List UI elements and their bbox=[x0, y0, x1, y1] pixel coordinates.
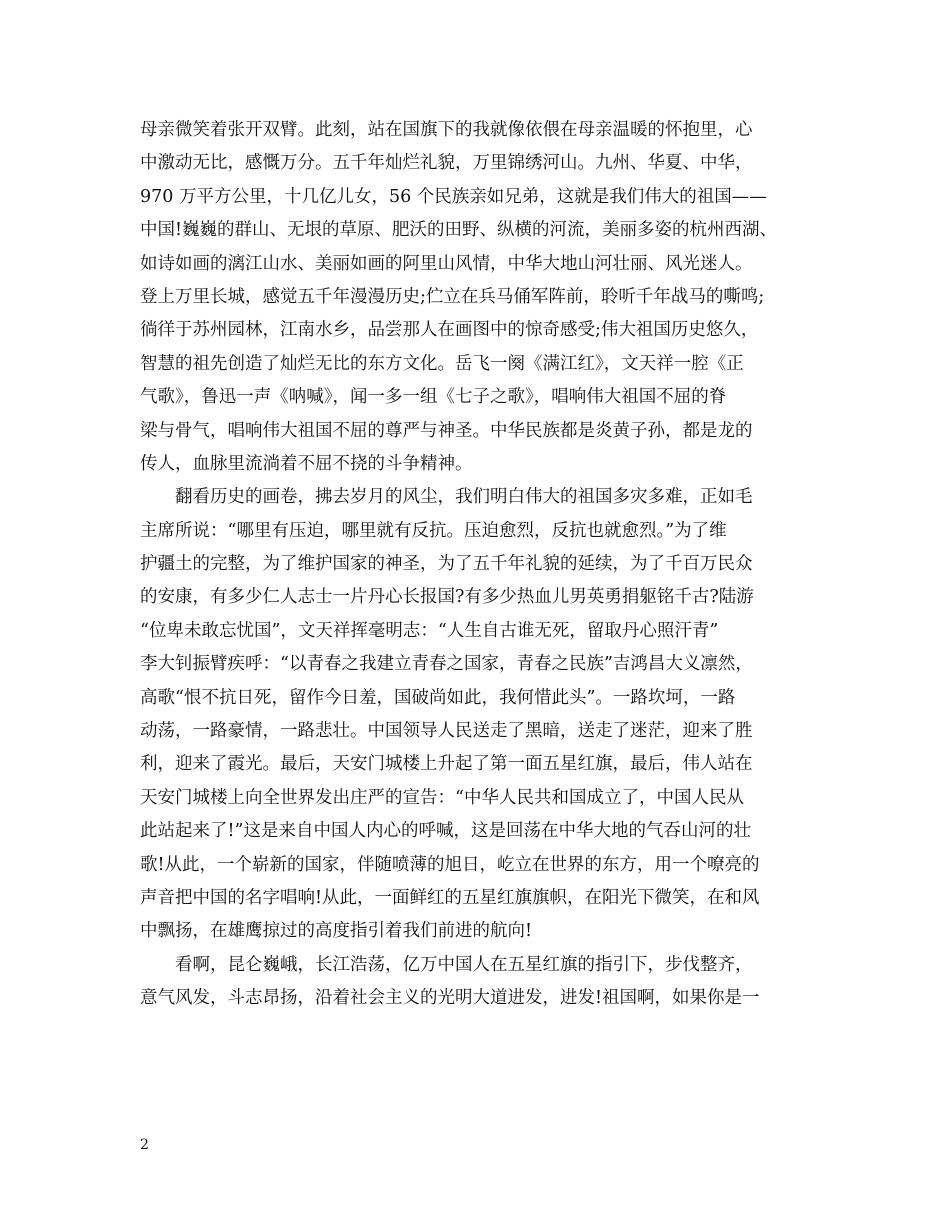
text-line: 此站起来了!”这是来自中国人内心的呼喊，这是回荡在中华大地的气吞山河的壮 bbox=[140, 821, 751, 842]
text-line: 高歌“恨不抗日死，留作今日羞，国破尚如此，我何惜此头”。一路坎坷，一路 bbox=[140, 687, 736, 708]
text-line: 传人，血脉里流淌着不屈不挠的斗争精神。 bbox=[140, 453, 473, 474]
text-line: 护疆土的完整，为了维护国家的神圣，为了五千年礼貌的延续，为了千百万民众 bbox=[140, 554, 753, 575]
text-line: 梁与骨气，唱响伟大祖国不屈的尊严与神圣。中华民族都是炎黄子孙，都是龙的 bbox=[140, 420, 753, 441]
text-line: 利，迎来了霞光。最后，天安门城楼上升起了第一面五星红旗，最后，伟人站在 bbox=[140, 754, 753, 775]
page-number: 2 bbox=[140, 1137, 149, 1153]
text-line: 如诗如画的漓江山水、美丽如画的阿里山风情，中华大地山河壮丽、风光迷人。 bbox=[140, 253, 753, 274]
text-line: 天安门城楼上向全世界发出庄严的宣告：“中华人民共和国成立了，中国人民从 bbox=[140, 787, 744, 808]
text-line: 中激动无比，感慨万分。五千年灿烂礼貌，万里锦绣河山。九州、华夏、中华， bbox=[140, 153, 753, 174]
text-line: 970 万平方公里，十几亿儿女，56 个民族亲如兄弟，这就是我们伟大的祖国—— bbox=[140, 186, 767, 207]
text-line: 的安康，有多少仁人志士一片丹心长报国?有多少热血儿男英勇捐躯铭千古?陆游 bbox=[140, 587, 754, 608]
text-line: 登上万里长城，感觉五千年漫漫历史;伫立在兵马俑军阵前，聆听千年战马的嘶鸣; bbox=[140, 286, 765, 307]
text-line: 主席所说：“哪里有压迫，哪里就有反抗。压迫愈烈，反抗也就愈烈。”为了维 bbox=[140, 520, 727, 541]
text-line: 声音把中国的名字唱响!从此，一面鲜红的五星红旗旗帜，在阳光下微笑，在和风 bbox=[140, 887, 760, 908]
text-line: 中飘扬，在雄鹰掠过的高度指引着我们前进的航向! bbox=[140, 921, 533, 942]
text-line: 母亲微笑着张开双臂。此刻，站在国旗下的我就像依偎在母亲温暖的怀抱里，心 bbox=[140, 120, 753, 140]
text-line: 翻看历史的画卷，拂去岁月的风尘，我们明白伟大的祖国多灾多难，正如毛 bbox=[140, 487, 753, 508]
text-line: 意气风发，斗志昂扬，沿着社会主义的光明大道进发，进发!祖国啊，如果你是一 bbox=[140, 988, 760, 1009]
text-line: “位卑未敢忘忧国”，文天祥挥毫明志：“人生自古谁无死，留取丹心照汗青” bbox=[140, 620, 719, 641]
text-line: 智慧的祖先创造了灿烂无比的东方文化。岳飞一阕《满江红》，文天祥一腔《正 bbox=[140, 353, 744, 374]
text-line: 气歌》，鲁迅一声《呐喊》，闻一多一组《七子之歌》，唱响伟大祖国不屈的脊 bbox=[140, 387, 727, 408]
text-line: 歌!从此，一个崭新的国家，伴随喷薄的旭日，屹立在世界的东方，用一个嘹亮的 bbox=[140, 854, 760, 875]
text-line: 李大钊振臂疾呼：“以青春之我建立青春之国家，青春之民族”吉鸿昌大义凛然， bbox=[140, 654, 753, 675]
text-line: 徜徉于苏州园林，江南水乡，品尝那人在画图中的惊奇感受;伟大祖国历史悠久， bbox=[140, 320, 759, 341]
text-line: 中国!巍巍的群山、无垠的草原、肥沃的田野、纵横的河流，美丽多姿的杭州西湖、 bbox=[140, 220, 778, 241]
text-line: 动荡，一路豪情，一路悲壮。中国领导人民送走了黑暗，送走了迷茫，迎来了胜 bbox=[140, 721, 753, 742]
text-line: 看啊，昆仑巍峨，长江浩荡，亿万中国人在五星红旗的指引下，步伐整齐， bbox=[140, 954, 753, 975]
body-text bbox=[140, 114, 830, 1016]
